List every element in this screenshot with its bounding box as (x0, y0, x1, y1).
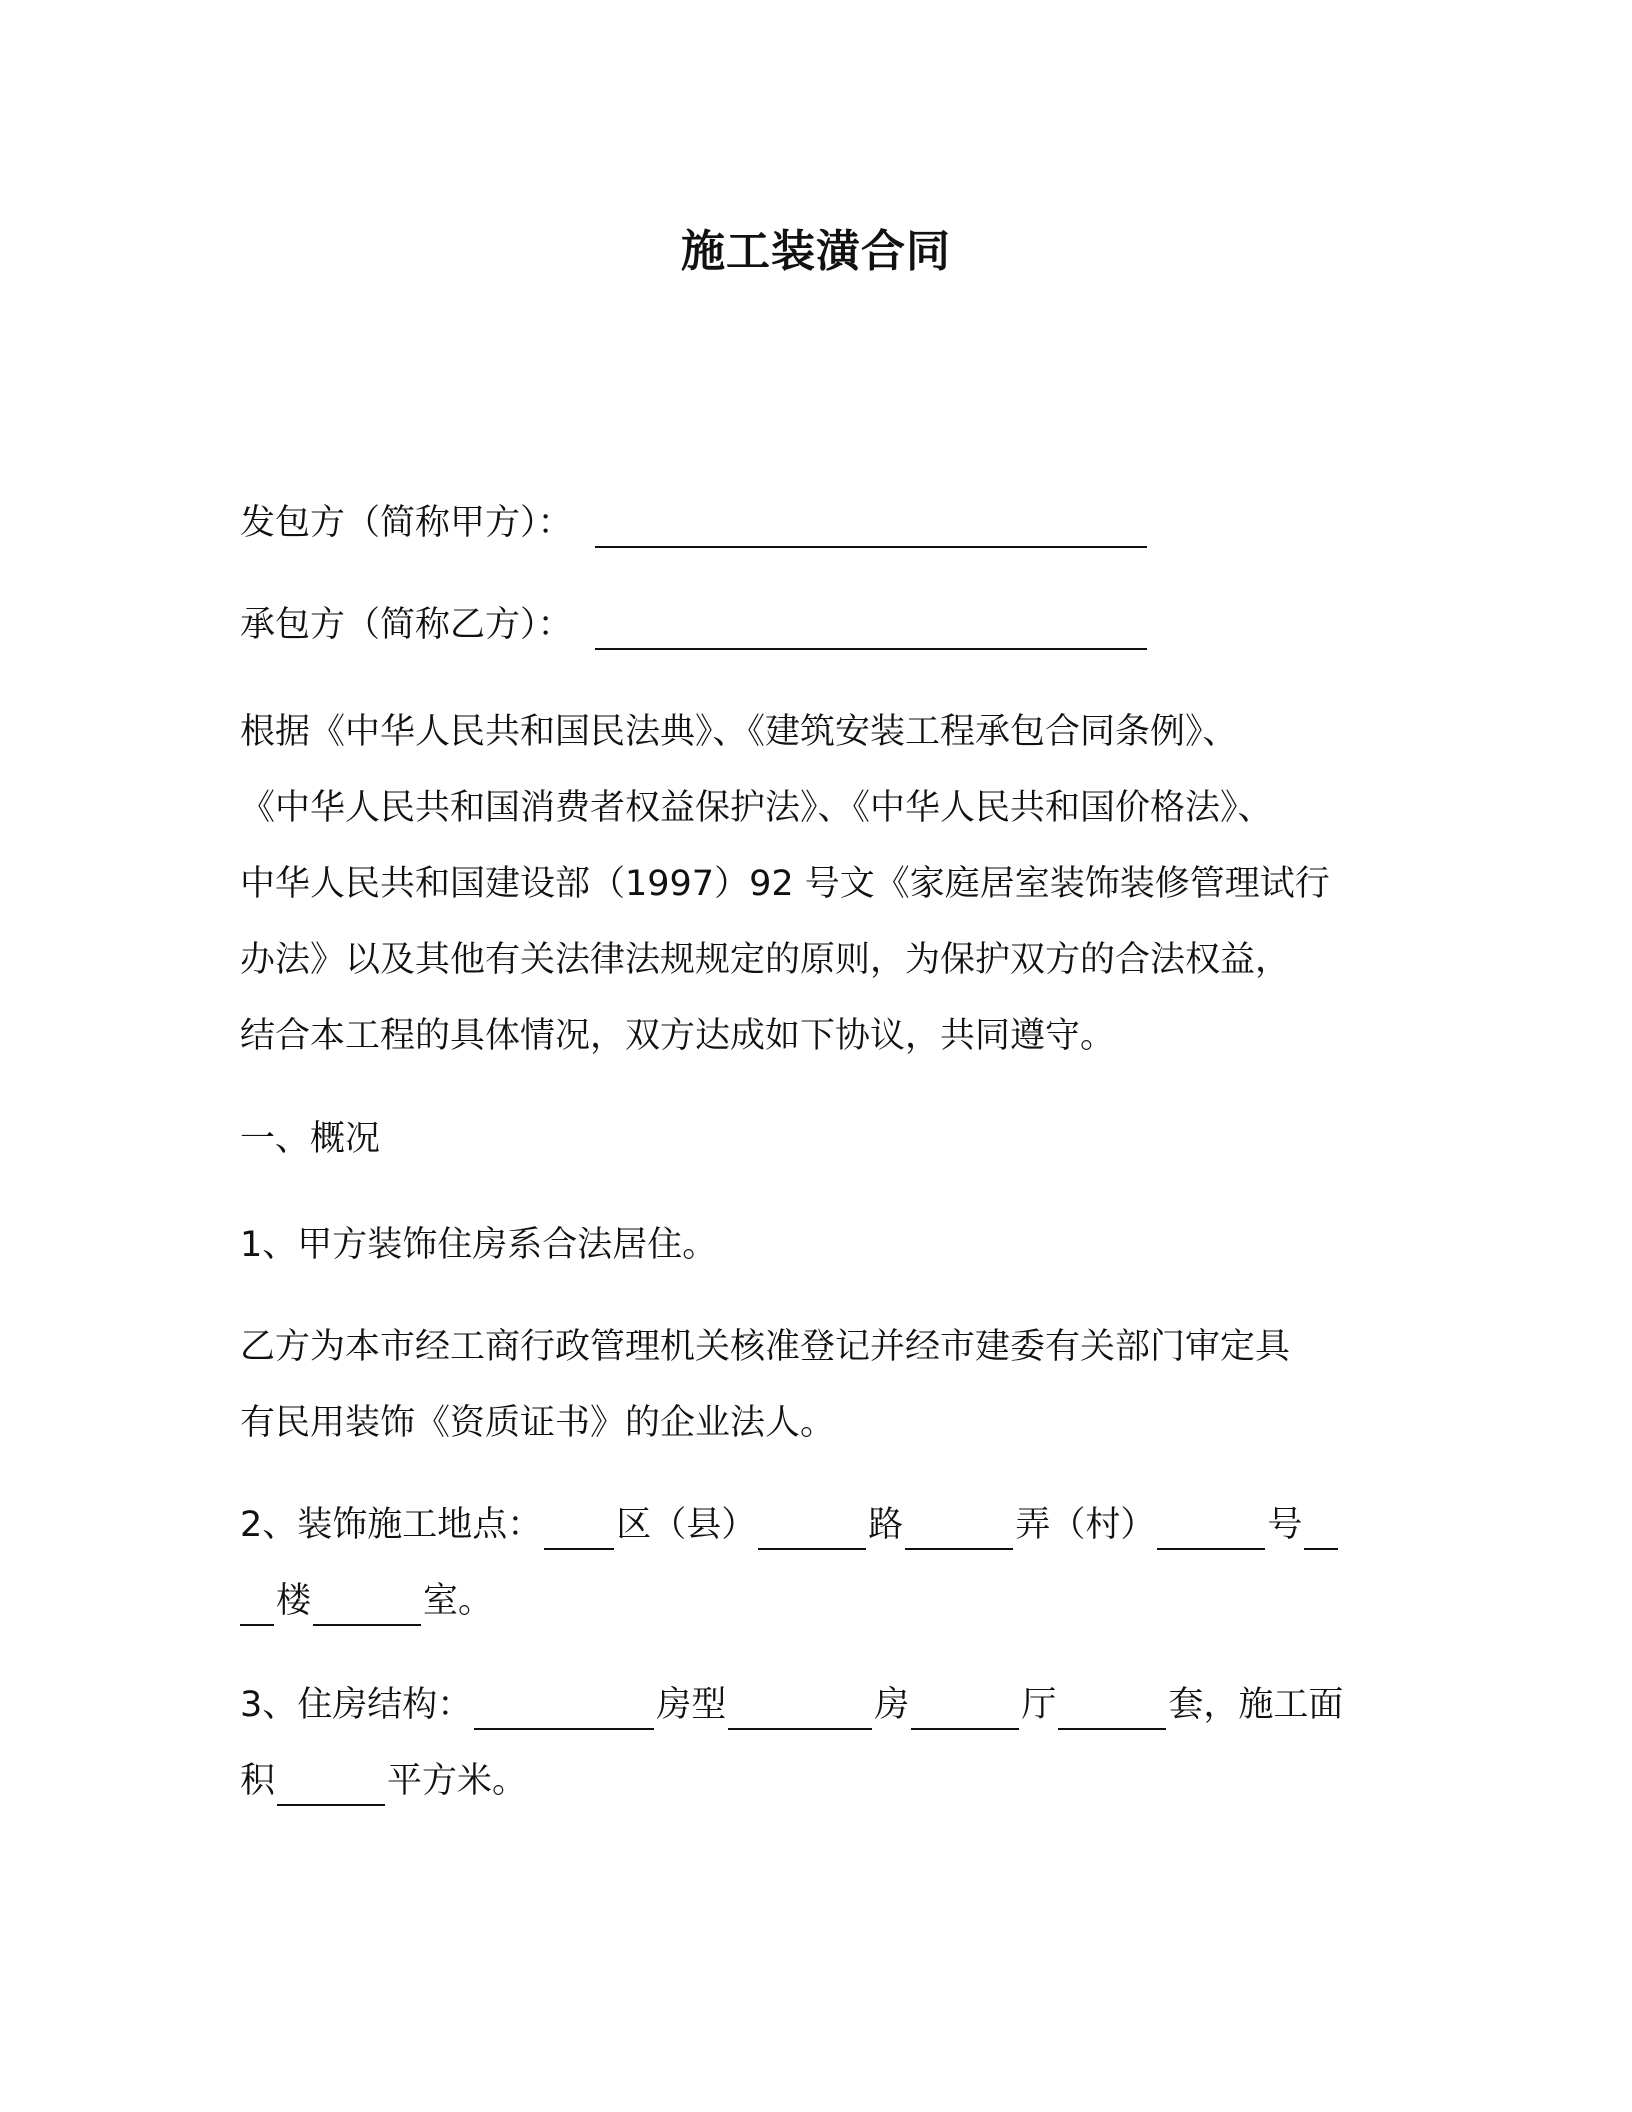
district-blank[interactable] (544, 1508, 614, 1550)
party-b-line (240, 600, 1149, 650)
building-blank-part[interactable] (1304, 1508, 1338, 1550)
rooms-blank[interactable] (728, 1688, 872, 1730)
item-2-label: 2、装饰施工地点： (240, 1505, 543, 1545)
section-heading: 一、概况 (240, 1119, 381, 1159)
number-blank[interactable] (1157, 1508, 1265, 1550)
lane-blank[interactable] (905, 1508, 1013, 1550)
lane-label: 弄（村） (1015, 1505, 1156, 1545)
party-a-line (240, 498, 1149, 548)
item-3-line-2 (240, 1756, 527, 1806)
area-suffix: 平方米。 (387, 1761, 528, 1801)
number-label: 号 (1267, 1505, 1303, 1545)
item-1-continuation: 有民用装饰《资质证书》的企业法人。 (240, 1403, 836, 1443)
party-a-label: 发包方（简称甲方）： (240, 503, 573, 543)
preamble-line: 结合本工程的具体情况，双方达成如下协议，共同遵守。 (240, 1016, 1116, 1056)
preamble-line: 办法》以及其他有关法律法规规定的原则，为保护双方的合法权益， (240, 940, 1291, 980)
item-3-label: 3、住房结构： (240, 1685, 473, 1725)
halls-blank[interactable] (911, 1688, 1019, 1730)
room-label: 室。 (423, 1581, 494, 1621)
building-blank-part[interactable] (240, 1584, 274, 1626)
room-blank[interactable] (313, 1584, 421, 1626)
item-2-line-2 (240, 1576, 493, 1626)
building-label: 楼 (276, 1581, 312, 1621)
set-blank[interactable] (1058, 1688, 1166, 1730)
preamble-line: 根据《中华人民共和国民法典》、《建筑安装工程承包合同条例》、 (240, 712, 1238, 752)
halls-label: 厅 (1021, 1685, 1057, 1725)
item-3-line-1 (240, 1680, 1343, 1730)
preamble-line: 《中华人民共和国消费者权益保护法》、《中华人民共和国价格法》、 (240, 788, 1273, 828)
set-label: 套，施工面 (1168, 1685, 1344, 1725)
district-label: 区（县） (616, 1505, 757, 1545)
road-label: 路 (868, 1505, 904, 1545)
structure-blank[interactable] (474, 1688, 654, 1730)
preamble-line: 中华人民共和国建设部（1997）92 号文《家庭居室装饰装修管理试行 (240, 864, 1330, 904)
item-1: 1、甲方装饰住房系合法居住。 (240, 1225, 718, 1265)
item-2-line-1 (240, 1500, 1340, 1550)
rooms-label: 房 (874, 1685, 910, 1725)
area-prefix: 积 (240, 1761, 276, 1801)
item-1-continuation: 乙方为本市经工商行政管理机关核准登记并经市建委有关部门审定具 (240, 1327, 1291, 1367)
party-b-label: 承包方（简称乙方）： (240, 605, 573, 645)
party-a-blank[interactable] (595, 506, 1147, 548)
party-b-blank[interactable] (595, 608, 1147, 650)
document-title: 施工装潢合同 (681, 226, 951, 277)
road-blank[interactable] (758, 1508, 866, 1550)
area-blank[interactable] (277, 1764, 385, 1806)
type-label: 房型 (656, 1685, 727, 1725)
